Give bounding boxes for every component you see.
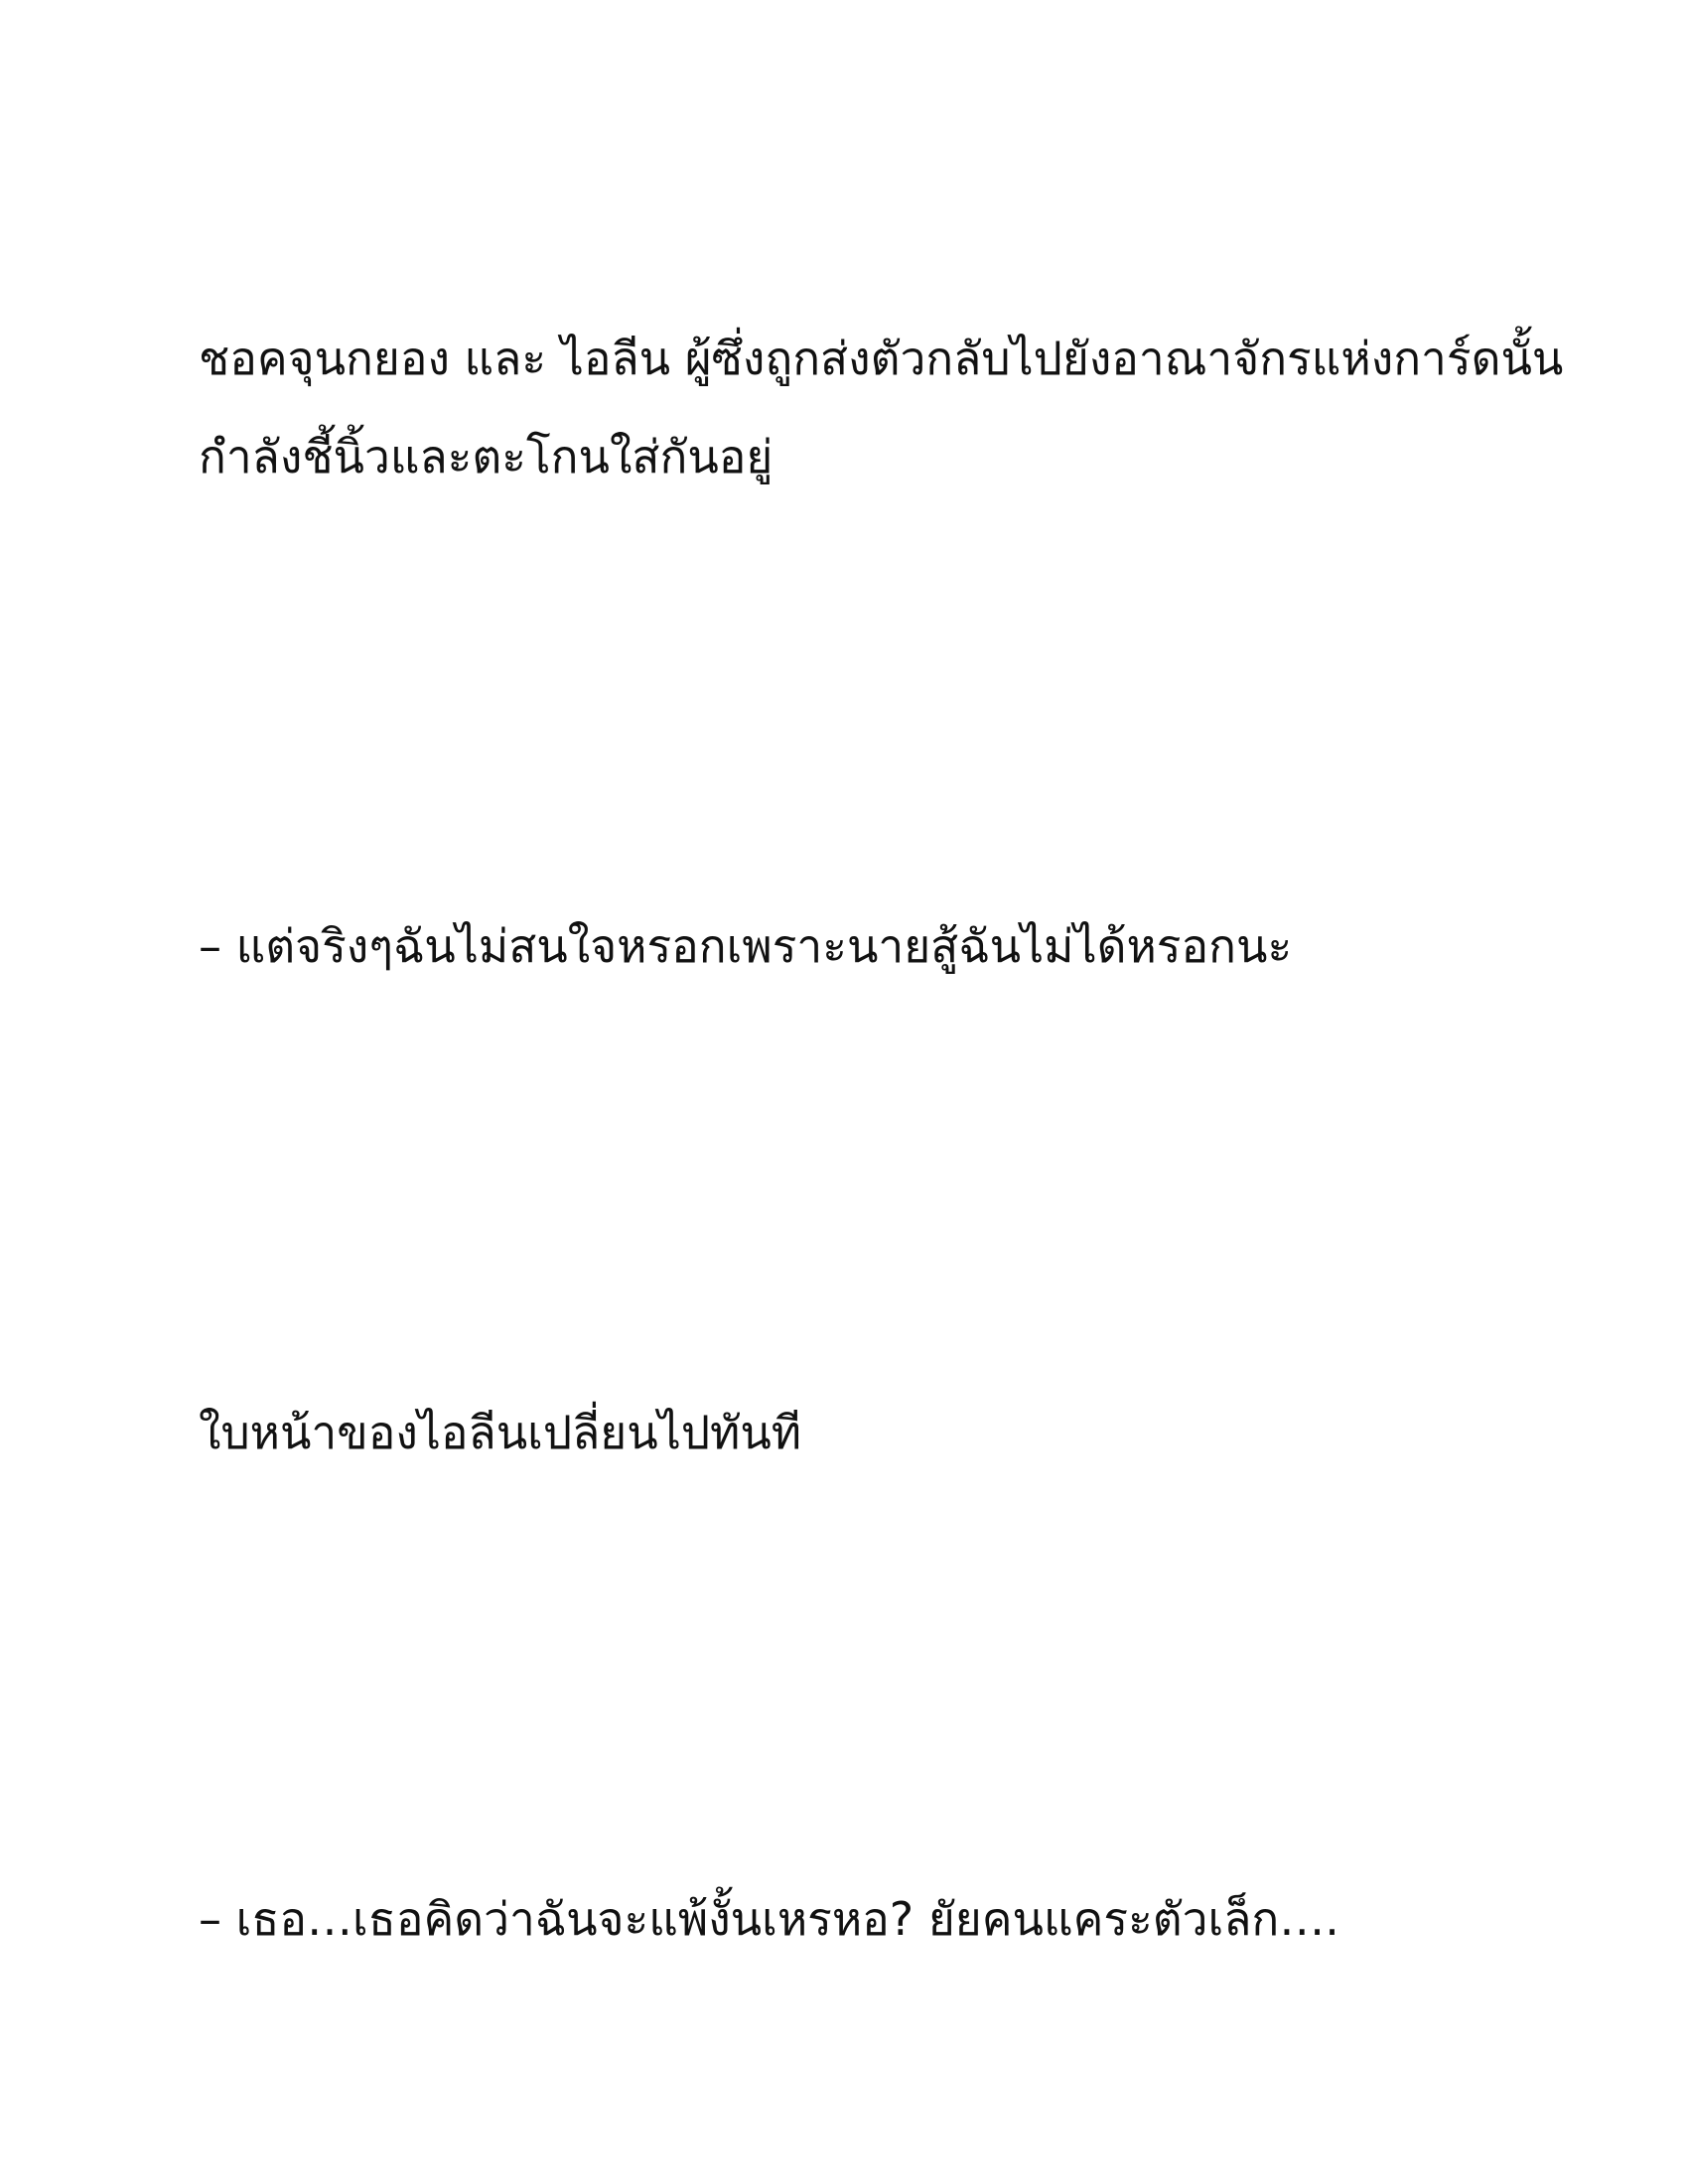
paragraph-4: – เธอ…เธอคิดว่าฉันจะแพ้งั้นเหรหอ? ยัยคนแคระตัวเล็ก…. bbox=[199, 1892, 1339, 1946]
paragraph-1-line-2: กำลังชี้นิ้วและตะโกนใส่กันอยู่ bbox=[199, 430, 774, 483]
paragraph-1-line-1: ชอคจุนกยอง และ ไอลีน ผู้ซึ่งถูกส่งตัวกลับไปยังอาณาจักรแห่งการ์ดนั้น bbox=[199, 332, 1564, 385]
paragraph-3: ใบหน้าของไอลีนเปลี่ยนไปทันที bbox=[199, 1406, 802, 1459]
paragraph-2: – แต่จริงๆฉันไม่สนใจหรอกเพราะนายสู้ฉันไม่ได้หรอกนะ bbox=[199, 919, 1293, 973]
